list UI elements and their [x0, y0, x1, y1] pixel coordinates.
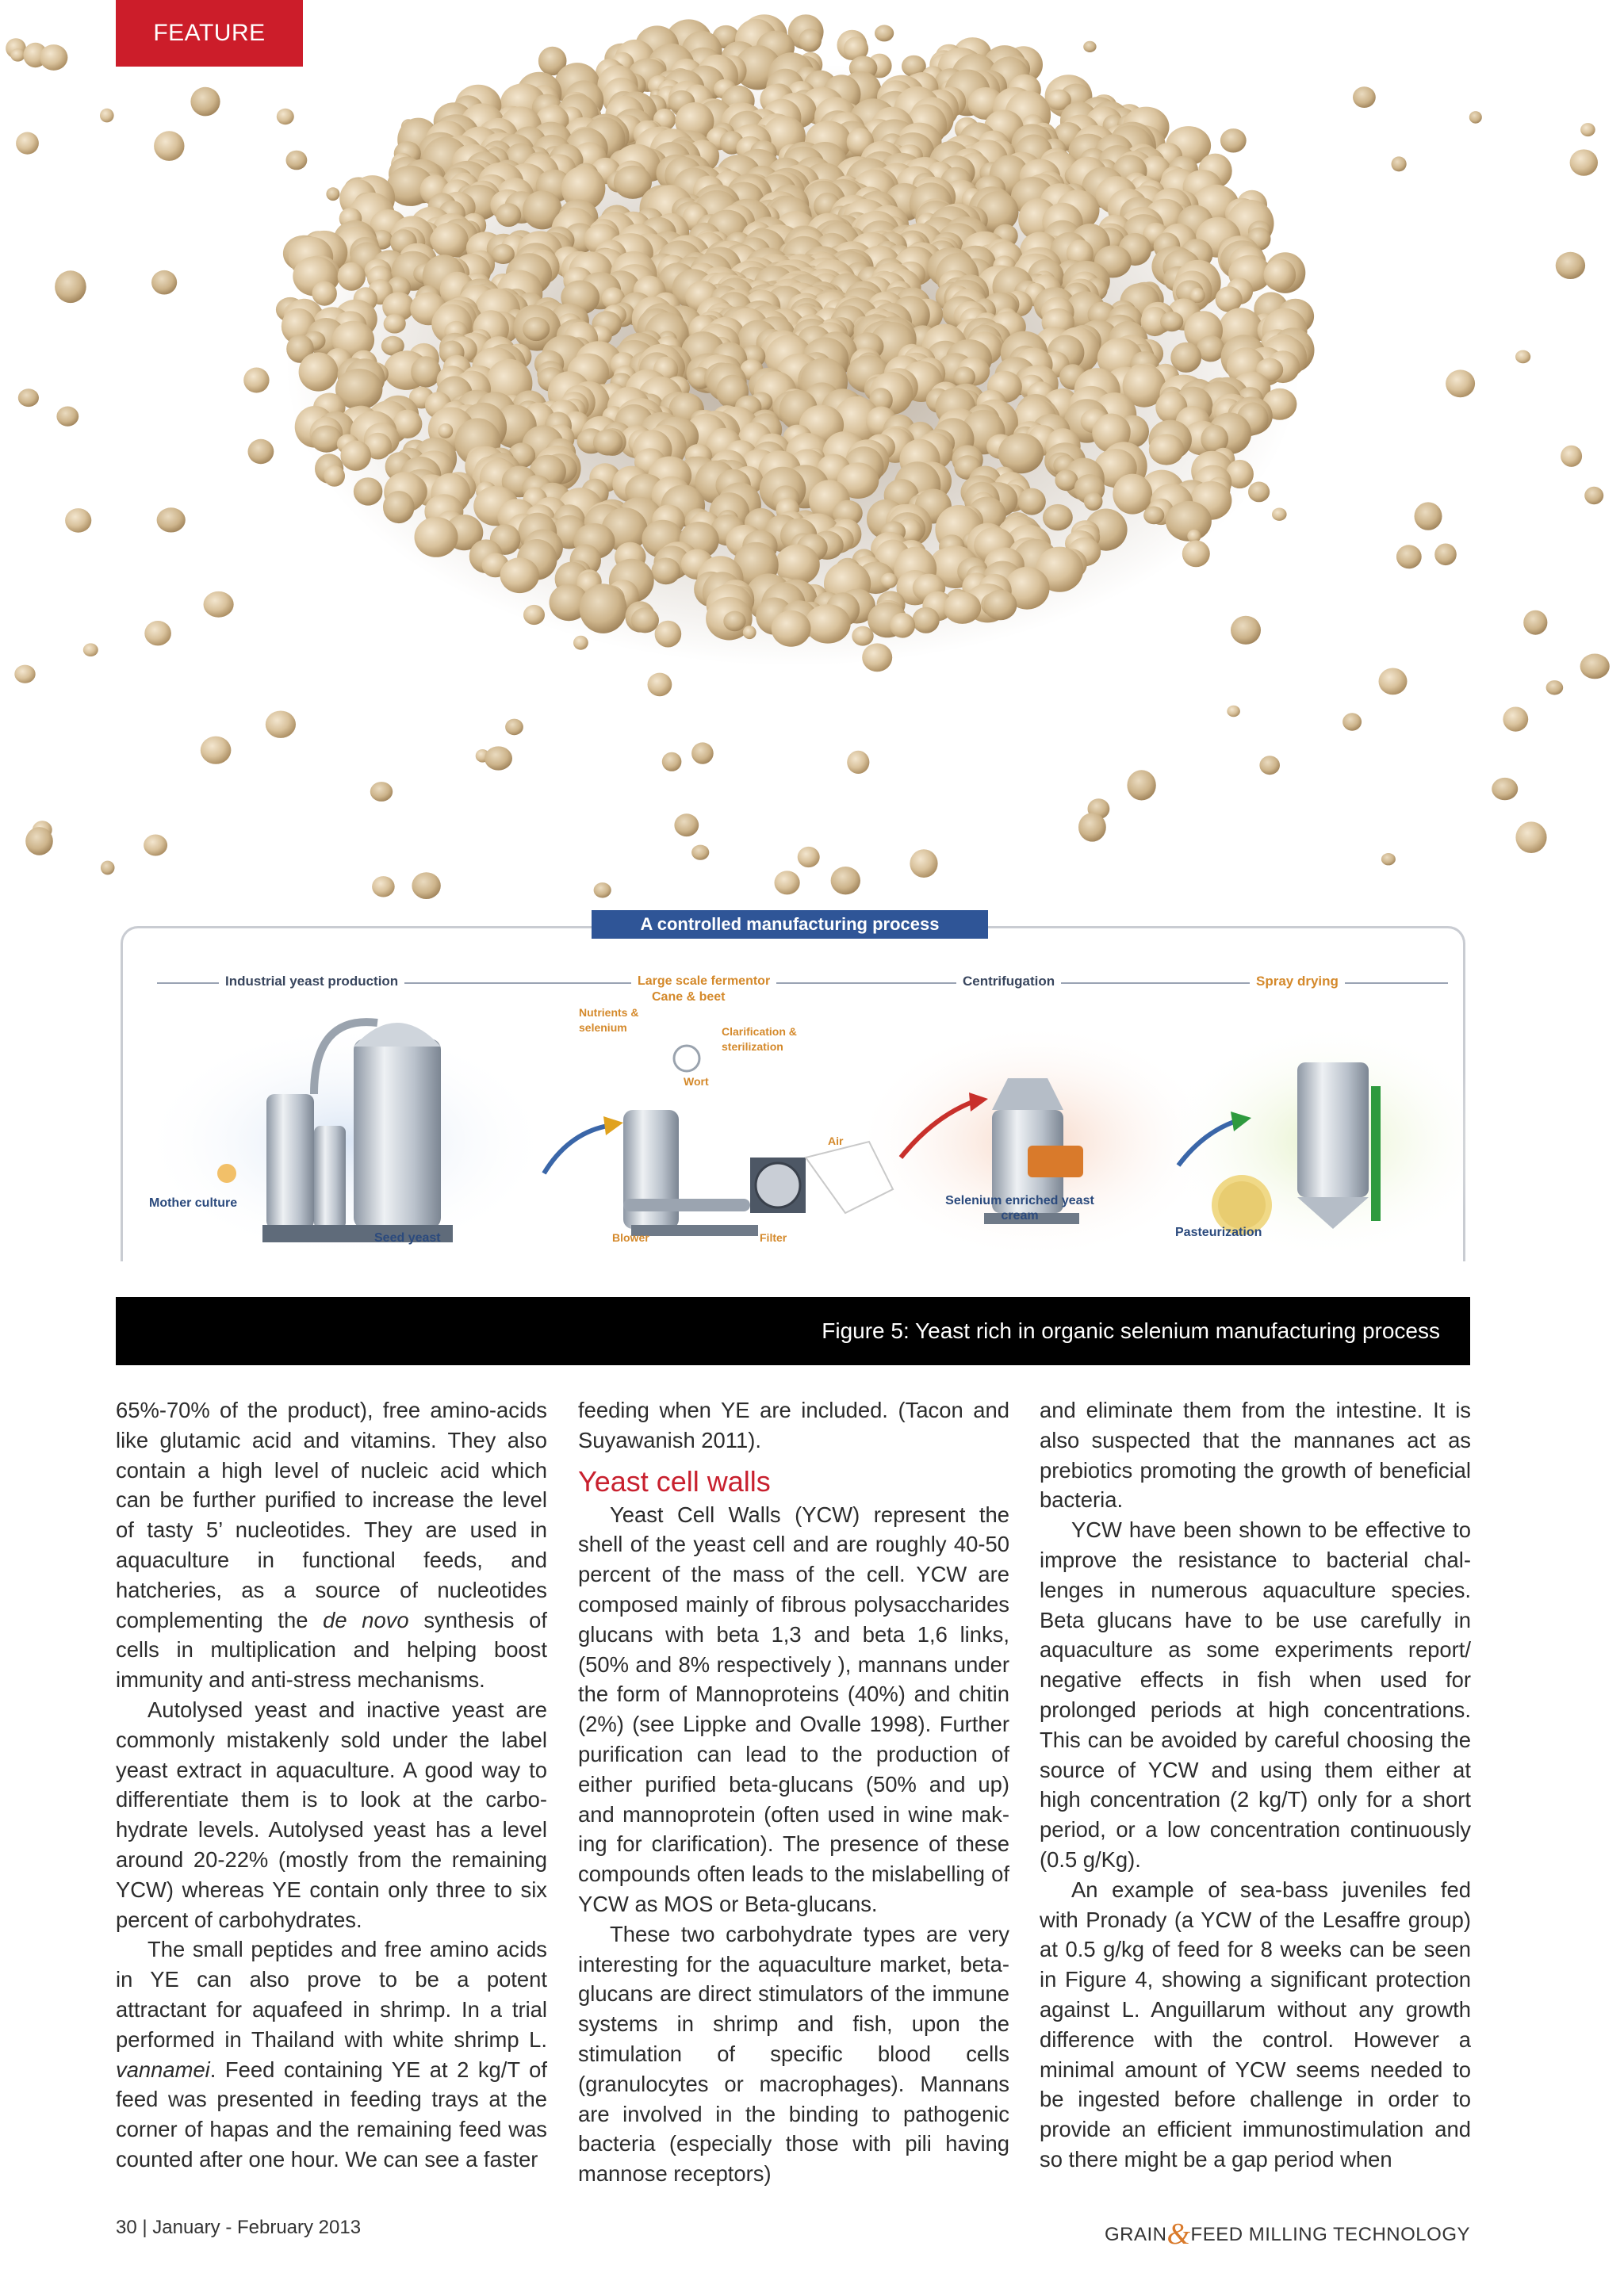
- diagram-label: Nutrients & selenium: [579, 1006, 639, 1034]
- pellet: [1231, 616, 1261, 645]
- pellet: [1220, 128, 1247, 152]
- pellet: [243, 368, 269, 393]
- pellet: [799, 29, 822, 52]
- pellet: [151, 270, 177, 295]
- text-span: synthesis of cells in multiplication and helping boost immunity and anti-stress mechanisms.: [116, 1607, 547, 1693]
- pellet: [1264, 258, 1297, 291]
- process-illustration: [116, 904, 1470, 1261]
- manufacturing-process-diagram: [116, 904, 1470, 1261]
- brand-ampersand: &: [1166, 2218, 1191, 2251]
- pellet: [144, 835, 167, 856]
- diagram-label: Pasteurization: [1175, 1226, 1262, 1239]
- pellet: [415, 517, 458, 557]
- pellet: [1415, 502, 1442, 530]
- pellet: [1392, 156, 1407, 171]
- pellet: [1160, 312, 1183, 331]
- diagram-title: A controlled manufacturing process: [592, 910, 988, 939]
- paragraph: Yeast Cell Walls (YCW) represent the shell of the yeast cell and are roughly 40-50 percent of the mass of the cell. YCW are composed mainly of fibrous polysaccharides glucans with beta 1,3 and beta 1,6 links, (50% and 8% respectively ), mannans under the form of Mannoproteins (40%) and chitin (2%) (see Lippke and Ovalle 1998). Further purification can lead to the production of either purified beta-glucans (50% and up) and mannoprotein (often used in wine making for clarification). The presence of these compounds often leads to the mislabelling of YCW as MOS or Beta-glucans.: [578, 1502, 1009, 1916]
- pellet: [881, 573, 898, 589]
- pellet: [662, 752, 682, 771]
- pellet: [651, 557, 680, 584]
- pellet: [523, 605, 545, 625]
- diagram-label: Clarification & sterilization: [722, 1025, 797, 1053]
- pellets-illustration: [0, 0, 1624, 928]
- pellet: [144, 621, 171, 645]
- paragraph: [116, 1395, 547, 1695]
- pellet: [431, 223, 468, 258]
- figure-caption: Figure 5: Yeast rich in organic selenium manufacturing process: [822, 1318, 1440, 1343]
- diagram-label: Blower: [612, 1231, 649, 1244]
- pellet: [10, 48, 25, 61]
- pellet: [1515, 350, 1530, 364]
- pellet: [340, 441, 371, 471]
- pellet: [40, 44, 67, 71]
- pellet: [500, 557, 539, 593]
- pellet: [1113, 474, 1152, 515]
- paragraph: feeding when YE are included. (Tacon and Suyawanish 2011).: [578, 1398, 1009, 1452]
- pellet: [411, 356, 441, 387]
- text-span: 65%-70% of the product), free amino-acids like glutamic acid and vitamins. They also contain a high level of nucleic acid which can be further purified to increase the level of tasty 5’ nucleotides. They are used in aquaculture in functional feeds, and hatcheries, as a source of nucleotides complementing the: [116, 1398, 547, 1632]
- pellet: [1043, 504, 1073, 530]
- pellet: [775, 871, 800, 894]
- pellet: [691, 742, 714, 763]
- pellet: [890, 613, 915, 638]
- pellet: [580, 584, 627, 633]
- pellet: [25, 827, 53, 855]
- pellet: [1556, 252, 1585, 279]
- pellet: [248, 439, 274, 464]
- pellet: [723, 611, 745, 632]
- diagram-label: Filter: [760, 1231, 787, 1244]
- pellet: [384, 314, 406, 333]
- pellet: [370, 782, 393, 802]
- pellet: [798, 847, 820, 867]
- diagram-label: Seed yeast: [374, 1231, 441, 1245]
- pellet: [1381, 853, 1396, 865]
- pellet: [1078, 813, 1106, 841]
- pellet: [1272, 508, 1287, 521]
- diagram-label: Mother culture: [149, 1196, 238, 1210]
- text-column-1: [116, 1395, 547, 2175]
- pellet: [847, 751, 869, 774]
- pellet: [1083, 41, 1096, 52]
- pellet: [204, 591, 234, 618]
- pellet: [875, 25, 894, 41]
- pellet: [1580, 654, 1610, 679]
- pellet: [1434, 544, 1457, 566]
- paragraph: These two carbohydrate types are very interesting for the aquaculture market, beta-glucans are direct stimulators of the immune systems in shrimp and fish, upon the stimulation of specific blood cells (granulocytes or macrophages). Mannans are involved in the binding to pathogenic bacteria (especially those with pili having mannose receptors): [578, 1921, 1009, 2187]
- pellet: [743, 626, 756, 639]
- pellet: [862, 643, 892, 672]
- text-span: The small peptides and free amino acids in YE can also prove to be a potent attractant for aquafeed in shrimp. In a trial performed in Thailand with white shrimp L.: [116, 1937, 547, 2052]
- pellet: [55, 270, 86, 303]
- pellet: [1227, 706, 1240, 718]
- section-tag: FEATURE: [116, 0, 303, 67]
- text-column-3: [1040, 1395, 1471, 2175]
- pellet: [277, 109, 294, 124]
- pellet: [311, 426, 343, 453]
- stage-label: Large scale fermentor: [631, 974, 776, 989]
- pellet: [286, 151, 308, 170]
- text-span: . Feed containing YE at 2 kg/T of feed was presented in feeding trays at the corner of hapas and the remaining feed was counted after one hour. We can see a faster: [116, 2057, 547, 2172]
- stage-label: Spray drying: [1250, 974, 1345, 989]
- yeast-pellets-photo: [0, 0, 1624, 928]
- emphasis-text: vannamei: [116, 2057, 210, 2082]
- pellet: [852, 626, 873, 646]
- pellet: [18, 388, 39, 407]
- pellet: [523, 317, 550, 341]
- pellet: [944, 591, 981, 624]
- pellet: [594, 882, 611, 897]
- pellet: [266, 711, 296, 738]
- pellet: [312, 281, 337, 306]
- pellet: [1353, 86, 1376, 108]
- pellet: [101, 861, 115, 875]
- pellet: [1570, 149, 1598, 175]
- pellet: [1580, 123, 1595, 136]
- pellet: [691, 845, 709, 860]
- pellet: [485, 746, 512, 770]
- pellet: [1149, 434, 1184, 465]
- pellet: [1469, 111, 1482, 124]
- paragraph: An example of sea-bass juveniles fed with Pronady (a YCW of the Lesaffre group) at 0.5 g/kg of feed for 8 weeks can be seen in Figure 4, showing a significant protection against L. Anguillarum without any growth difference with the control. However a minimal amount of YCW seems needed to be ingested before challenge in order to provide an efficient immunostimulation and so there might be a gap period when: [1040, 1877, 1471, 2172]
- paragraph: YCW have been shown to be effective to improve the resistance to bacterial challenges in numerous aquaculture species. Beta glucans have to be use carefully in aquaculture as some experiments report/ negative effects in fish when used for prolonged periods at high concentrations. This can be avoided by careful choosing the source of YCW and using them either at high concentration (2 kg/T) only for a short period, or a low concentration continuously (0.5 g/Kg).: [1040, 1517, 1471, 1872]
- diagram-label: Cane & beet: [652, 990, 726, 1004]
- pellet: [772, 610, 811, 647]
- pellet: [100, 109, 114, 123]
- diagram-label: Wort: [684, 1075, 709, 1088]
- pellet: [439, 423, 454, 438]
- pellet: [1127, 770, 1155, 800]
- pellet: [1492, 778, 1518, 800]
- brand-text: FEED MILLING TECHNOLOGY: [1190, 2224, 1470, 2245]
- pellet: [910, 849, 937, 878]
- pellet: [831, 867, 860, 894]
- pellet: [983, 590, 1017, 620]
- pellet: [1515, 821, 1546, 853]
- pellet: [593, 430, 623, 456]
- pellet: [190, 87, 220, 117]
- pellet: [496, 203, 521, 227]
- diagram-label: Selenium enriched yeast cream: [945, 1194, 1094, 1223]
- pellet: [372, 876, 395, 897]
- pellet: [1018, 488, 1046, 515]
- paragraph: [116, 1934, 547, 2174]
- pellet: [354, 477, 383, 505]
- pellet: [201, 737, 232, 764]
- pellet: [299, 352, 339, 391]
- pellet: [655, 621, 682, 648]
- pellet: [83, 643, 98, 656]
- pellet: [648, 673, 672, 697]
- emphasis-text: de novo: [323, 1607, 409, 1632]
- pellet: [1248, 482, 1270, 503]
- pellet: [1143, 507, 1164, 525]
- pellet: [157, 507, 186, 532]
- pellet: [383, 491, 415, 523]
- pellet: [674, 813, 699, 836]
- section-heading: Yeast cell walls: [578, 1464, 771, 1498]
- paragraph: Autolysed yeast and inactive yeast are commonly mistakenly sold under the label yeast extract in aquaculture. A good way to differentiate them is to look at the carbohydrate levels. Autolysed yeast has a level around 20-22% (mostly from the remaining YCW) whereas YE contain only three to six percent of carbohydrates.: [116, 1697, 547, 1932]
- pellet: [1503, 707, 1528, 732]
- pellet: [154, 131, 184, 161]
- pellet: [1396, 545, 1422, 568]
- pellet: [1342, 713, 1362, 730]
- pellet: [338, 262, 366, 291]
- pellet: [573, 636, 588, 650]
- stage-label: Industrial yeast production: [219, 974, 404, 989]
- pellet: [1084, 492, 1103, 511]
- pellet: [1446, 369, 1475, 397]
- pellet: [1182, 541, 1210, 568]
- pellet: [805, 604, 851, 643]
- brand-text: GRAIN: [1104, 2224, 1167, 2245]
- pellet: [324, 465, 345, 487]
- pellet: [1546, 680, 1564, 695]
- text-column-2: [578, 1395, 1009, 2189]
- pellet: [631, 607, 659, 633]
- publication-brand: [1105, 2217, 1470, 2252]
- pellet: [1561, 446, 1582, 467]
- diagram-label: Air: [828, 1135, 844, 1147]
- pellet: [56, 407, 79, 427]
- pellet: [16, 132, 39, 155]
- figure-caption-bar: [116, 1297, 1470, 1365]
- pellet: [912, 607, 939, 633]
- paragraph: and eliminate them from the intestine. It is also suspected that the mannanes act as prebiotics promoting the growth of beneficial bacteria.: [1040, 1398, 1471, 1513]
- pellet: [505, 719, 523, 736]
- pellet: [1379, 668, 1408, 695]
- page-info: 30 | January - February 2013: [116, 2217, 362, 2238]
- pellet: [412, 872, 440, 899]
- pellet: [1259, 756, 1280, 775]
- stage-label: Centrifugation: [956, 974, 1061, 989]
- pellet: [1584, 487, 1603, 504]
- pellet: [65, 508, 91, 533]
- pellet: [326, 187, 339, 201]
- pellet: [14, 665, 35, 683]
- pellet: [1523, 610, 1547, 635]
